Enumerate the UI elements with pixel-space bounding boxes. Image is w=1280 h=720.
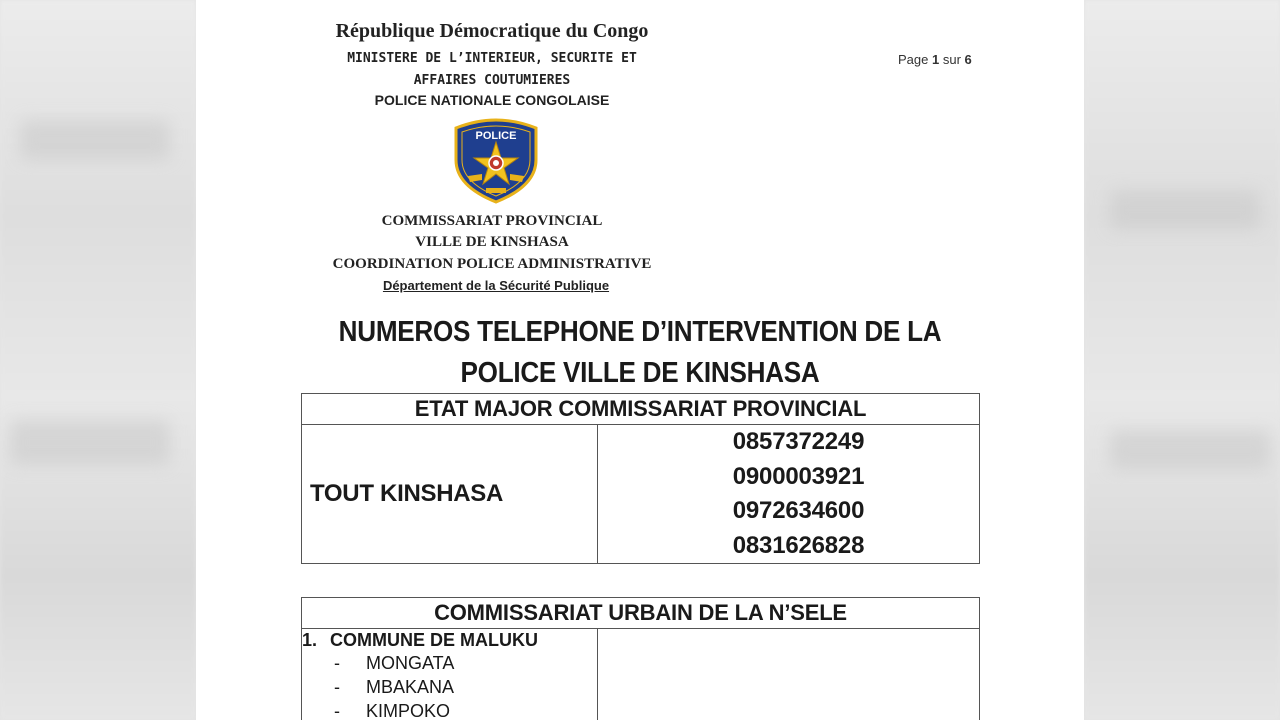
page-counter-prefix: Page — [898, 52, 929, 67]
header-ville: VILLE DE KINSHASA — [415, 234, 569, 250]
nsele-heading: COMMISSARIAT URBAIN DE LA N’SELE — [302, 598, 980, 629]
list-item: - MBAKANA — [334, 677, 455, 697]
table-row — [302, 425, 980, 564]
quartier-name: MBAKANA — [366, 677, 455, 697]
document-title-line2: POLICE VILLE DE KINSHASA — [460, 357, 820, 389]
phone-number: 0972634600 — [732, 497, 865, 524]
phone-number: 0831626828 — [732, 531, 865, 559]
commune-cell — [302, 629, 598, 720]
header-ministry — [196, 48, 788, 92]
backdrop-blur — [10, 420, 170, 465]
quartier-name: MONGATA — [366, 653, 455, 673]
document-title — [240, 312, 1039, 394]
zone-cell — [302, 425, 598, 564]
blurred-backdrop-left — [0, 0, 196, 720]
page-counter — [898, 52, 972, 67]
document-title-line1: NUMEROS TELEPHONE D’INTERVENTION DE LA — [338, 316, 942, 348]
etat-major-table — [301, 393, 980, 564]
backdrop-blur — [1110, 430, 1270, 470]
zone-name: TOUT KINSHASA — [310, 480, 503, 507]
commune-name: COMMUNE DE MALUKU — [330, 630, 538, 650]
backdrop-blur — [1110, 190, 1260, 230]
header-police: POLICE NATIONALE CONGOLAISE — [374, 92, 610, 108]
page-counter-current: 1 — [932, 52, 940, 67]
phone-number: 0900003921 — [732, 462, 865, 490]
quartier-name: KIMPOKO — [366, 701, 451, 720]
nsele-table — [301, 597, 980, 720]
header-coordination: COORDINATION POLICE ADMINISTRATIVE — [332, 256, 652, 272]
police-badge-logo — [448, 114, 544, 204]
header-commissariat: COMMISSARIAT PROVINCIAL — [381, 213, 603, 229]
header-ministry-line1: MINISTERE DE L’INTERIEUR, SECURITE ET — [347, 51, 637, 66]
list-item: - KIMPOKO — [334, 701, 451, 720]
document-page — [196, 0, 1084, 720]
header-ministry-line2: AFFAIRES COUTUMIERES — [413, 73, 571, 88]
header-republic: République Démocratique du Congo — [335, 20, 649, 42]
list-item: - MONGATA — [334, 653, 455, 673]
commune-number: 1. — [302, 630, 318, 650]
page-counter-total: 6 — [964, 52, 972, 67]
page-counter-separator: sur — [942, 52, 961, 67]
badge-police-text: POLICE — [475, 130, 517, 142]
phone-number: 0857372249 — [732, 428, 865, 455]
blurred-backdrop-right — [1084, 0, 1280, 720]
phone-cell-empty — [598, 629, 980, 720]
phone-list — [598, 425, 980, 564]
backdrop-blur — [20, 120, 170, 160]
commune-title — [302, 629, 597, 651]
etat-major-heading: ETAT MAJOR COMMISSARIAT PROVINCIAL — [302, 394, 980, 425]
table-row — [302, 629, 980, 720]
header-department: Département de la Sécurité Publique — [382, 278, 610, 293]
